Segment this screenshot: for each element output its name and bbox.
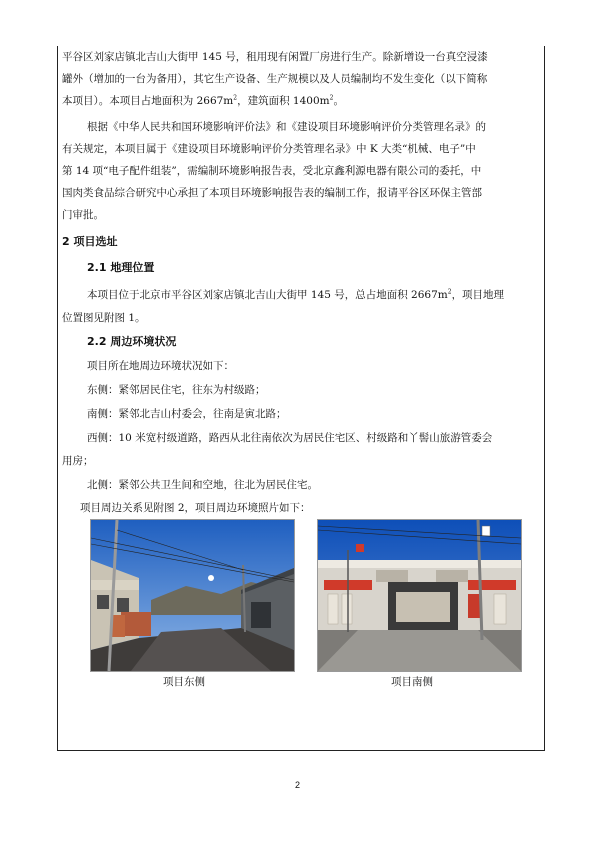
heading-section-2-1: 2.1 地理位置 <box>87 261 155 274</box>
intro-line-1: 平谷区刘家店镇北吉山大街甲 145 号，租用现有闲置厂房进行生产。除新增设一台真空浸漆 <box>62 51 488 63</box>
location-line-1: 本项目位于北京市平谷区刘家店镇北吉山大街甲 145 号，总占地面积 $2667m^2$，项目地理 <box>87 288 505 301</box>
surroundings-intro: 项目所在地周边环境状况如下： <box>87 360 234 372</box>
law-line-4: 国肉类食品综合研究中心承担了本项目环境影响报告表的编制工作，报请平谷区环保主管部 <box>62 187 482 199</box>
intro-line-2: 罐外（增加的一台为备用），其它生产设备、生产规模以及人员编制均不发生变化（以下简称 <box>62 73 488 85</box>
law-line-5: 门审批。 <box>62 209 104 221</box>
heading-section-2-2: 2.2 周边环境状况 <box>87 335 177 348</box>
intro-line-3: 本项目）。本项目占地面积为 $2667m^2$，建筑面积 $1400m^2$。 <box>62 94 344 107</box>
caption-south-side: 项目南侧 <box>391 676 433 688</box>
caption-east-side: 项目东侧 <box>163 676 205 688</box>
village-committee-gate-image <box>318 520 521 671</box>
page-number: 2 <box>294 780 300 790</box>
heading-section-2: 2 项目选址 <box>62 235 118 248</box>
law-line-1: 根据《中华人民共和国环境影响评价法》和《建设项目环境影响评价分类管理名录》的 <box>87 121 486 133</box>
location-line-2: 位置图见附图 1。 <box>62 312 146 324</box>
street-scene-image <box>91 520 294 671</box>
photo-south-side <box>317 519 522 672</box>
photo-east-side <box>90 519 295 672</box>
photos-note: 项目周边关系见附图 2，项目周边环境照片如下： <box>80 502 311 514</box>
surroundings-north: 北侧：紧邻公共卫生间和空地，往北为居民住宅。 <box>87 479 318 491</box>
law-line-2: 有关规定，本项目属于《建设项目环境影响评价分类管理名录》中 K 大类“机械、电子”中 <box>62 143 476 155</box>
surroundings-west-line-1: 西侧：10 米宽村级道路，路西从北往南依次为居民住宅区、村级路和丫髻山旅游管委会 <box>87 432 493 444</box>
surroundings-west-line-2: 用房； <box>62 455 94 467</box>
surroundings-east: 东侧：紧邻居民住宅，往东为村级路； <box>87 384 266 396</box>
surroundings-south: 南侧：紧邻北吉山村委会，往南是寅北路； <box>87 408 287 420</box>
law-line-3: 第 14 项“电子配件组装”，需编制环境影响报告表，受北京鑫利源电器有限公司的委托，中 <box>62 165 482 177</box>
